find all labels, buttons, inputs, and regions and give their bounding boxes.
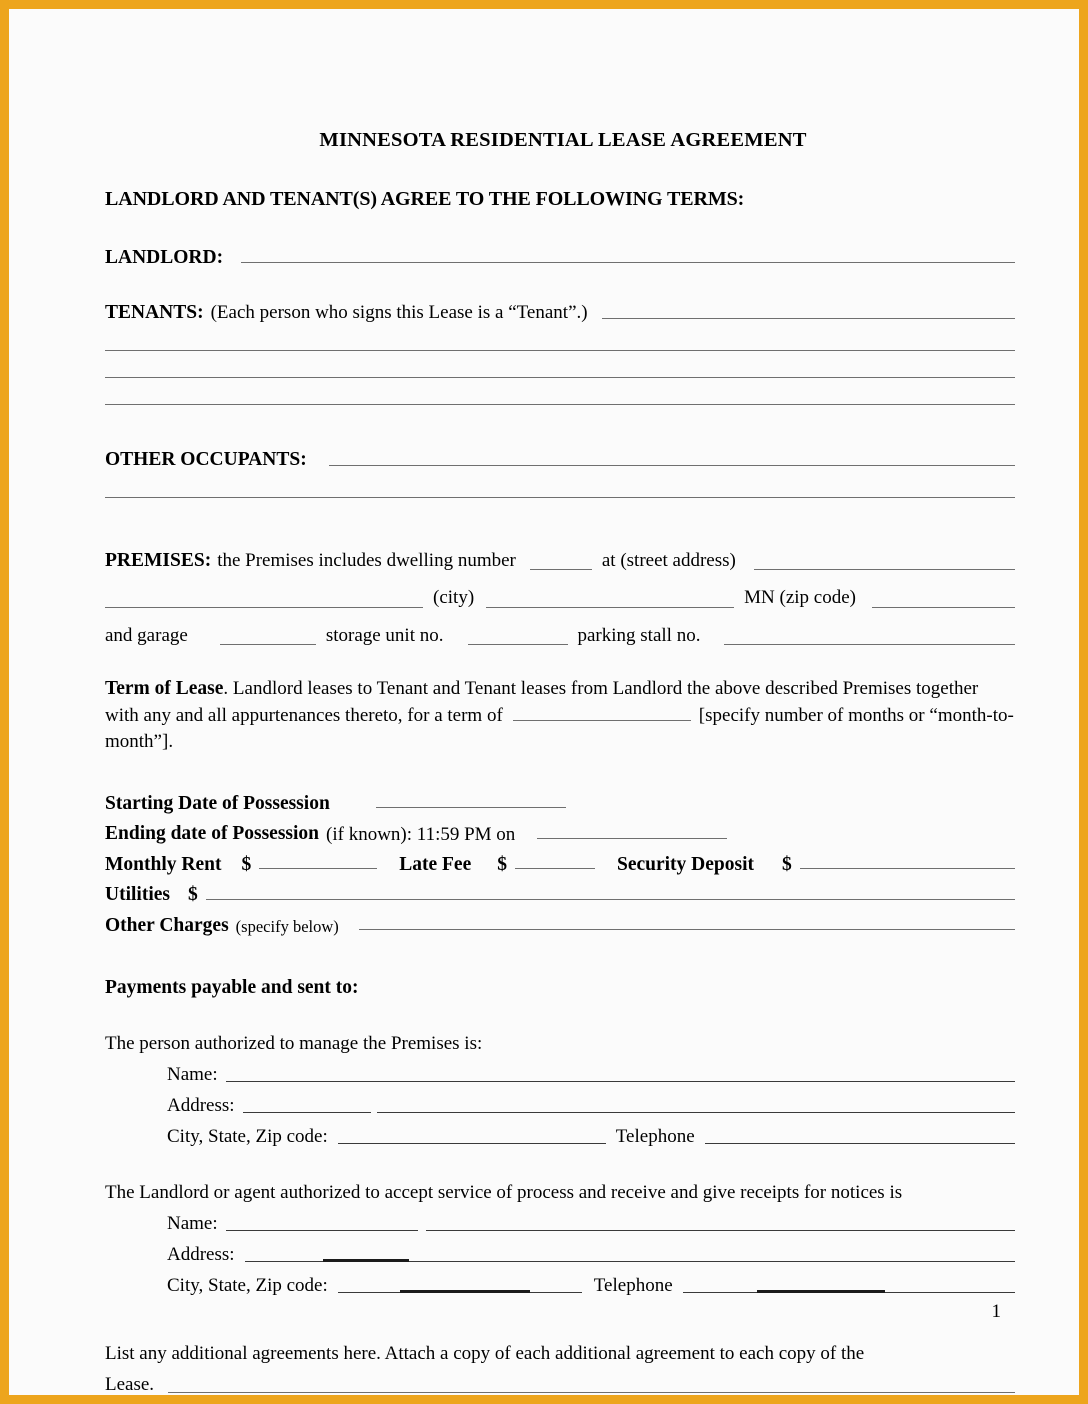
paper-sheet (9, 9, 1079, 1395)
late-fee-currency: $ (497, 853, 507, 875)
manager-telephone-label: Telephone (615, 1126, 695, 1148)
agent-telephone-input-2[interactable] (757, 1290, 885, 1293)
other-charges-row (105, 916, 1015, 936)
ending-date-row (105, 824, 1015, 844)
garage-input[interactable] (220, 644, 316, 645)
manager-city-row (167, 1126, 1015, 1148)
additional-agreements-text-tail: Lease. (105, 1373, 155, 1395)
city-label: (city) (433, 587, 475, 609)
tenants-row (105, 302, 1015, 324)
other-charges-note: (specify below) (235, 916, 339, 936)
premises-row-2 (105, 584, 1015, 613)
tenants-input-line-4[interactable] (105, 404, 1015, 405)
monthly-rent-input[interactable] (259, 868, 377, 869)
agent-city-input-3[interactable] (530, 1292, 582, 1293)
agent-city-input-1[interactable] (338, 1292, 400, 1293)
premises-block (105, 546, 1015, 650)
additional-agreements-block (105, 1341, 1015, 1404)
agent-telephone-label: Telephone (593, 1275, 673, 1297)
agent-name-row (167, 1213, 1015, 1235)
tenants-input-line-2[interactable] (105, 350, 1015, 351)
agent-address-label: Address: (167, 1244, 235, 1266)
ending-date-label: Ending date of Possession (105, 823, 320, 845)
other-occupants-input-line-2[interactable] (105, 497, 1015, 498)
additional-agreements-input-1[interactable] (168, 1392, 1015, 1393)
agent-address-input-2[interactable] (323, 1259, 409, 1262)
term-of-lease-block (105, 676, 1015, 755)
storage-unit-label: storage unit no. (325, 624, 444, 646)
page-number: 1 (991, 1301, 1001, 1322)
garage-label: and garage (105, 624, 188, 646)
monthly-rent-currency: $ (241, 853, 252, 875)
additional-agreements-text: List any additional agreements here. Attach a copy of each additional agreement to each copy of the (105, 1343, 865, 1365)
manager-name-input[interactable] (226, 1081, 1015, 1082)
city-input[interactable] (486, 607, 734, 608)
agent-address-input-3[interactable] (409, 1261, 605, 1262)
manager-city-input-1[interactable] (338, 1143, 524, 1144)
parking-stall-input[interactable] (724, 644, 1015, 645)
other-occupants-label: OTHER OCCUPANTS: (105, 449, 307, 470)
rent-row (105, 855, 1015, 875)
ending-date-note: (if known): 11:59 PM on (326, 823, 516, 845)
manager-name-label: Name: (167, 1064, 218, 1086)
utilities-currency: $ (187, 884, 198, 906)
agent-address-row (167, 1244, 1015, 1266)
security-deposit-label: Security Deposit (616, 853, 755, 875)
street-address-label: at (street address) (601, 549, 736, 571)
street-address-input[interactable] (754, 569, 1015, 570)
starting-date-input[interactable] (376, 807, 566, 808)
manager-telephone-input[interactable] (705, 1143, 1015, 1144)
utilities-label: Utilities (105, 884, 170, 906)
agent-address-input-4[interactable] (605, 1261, 1015, 1262)
manager-intro: The person authorized to manage the Premises is: (105, 1033, 483, 1055)
agent-name-input-2[interactable] (426, 1230, 1015, 1231)
additional-agreements-row (105, 1372, 1015, 1399)
other-occupants-input-line-1[interactable] (329, 465, 1015, 466)
agent-city-label: City, State, Zip code: (167, 1275, 328, 1297)
landlord-label: LANDLORD: (105, 247, 224, 268)
manager-address-row (167, 1095, 1015, 1117)
late-fee-label: Late Fee (399, 853, 472, 875)
other-occupants-row (105, 449, 1015, 471)
manager-address-input-1[interactable] (243, 1112, 371, 1113)
agent-intro: The Landlord or agent authorized to accept service of process and receive and give receipts for notices is (105, 1182, 903, 1204)
dwelling-number-input[interactable] (530, 569, 592, 570)
agent-city-row (167, 1275, 1015, 1297)
tenants-input-line-1[interactable] (602, 318, 1015, 319)
term-length-input[interactable] (513, 703, 691, 721)
utilities-row (105, 885, 1015, 905)
tenants-input-line-3[interactable] (105, 377, 1015, 378)
other-occupants-block (105, 449, 1015, 498)
agent-address-input-1[interactable] (245, 1261, 323, 1262)
terms-heading: LANDLORD AND TENANT(S) AGREE TO THE FOLLOWING TERMS: (105, 188, 745, 210)
landlord-input-line[interactable] (241, 262, 1015, 263)
agent-fields (105, 1213, 1015, 1297)
state-zip-label: MN (zip code) (744, 587, 857, 609)
premises-row-1 (105, 546, 1015, 575)
utilities-input[interactable] (206, 899, 1015, 900)
storage-unit-input[interactable] (468, 644, 568, 645)
term-of-lease-label: Term of Lease (105, 678, 224, 700)
ending-date-input[interactable] (537, 838, 727, 839)
starting-date-label: Starting Date of Possession (105, 792, 330, 814)
manager-name-row (167, 1064, 1015, 1086)
agent-telephone-input-3[interactable] (885, 1292, 1015, 1293)
agent-name-label: Name: (167, 1213, 218, 1235)
late-fee-input[interactable] (515, 868, 595, 869)
security-deposit-input[interactable] (800, 868, 1015, 869)
agent-name-input-1[interactable] (226, 1230, 418, 1231)
term-of-lease-text: . Landlord leases to Tenant and Tenant leases from Landlord the above described Premises together with any and all appurtenances thereto, for a term of (105, 678, 979, 727)
document-content (105, 129, 1015, 1404)
premises-row-3 (105, 622, 1015, 651)
term-of-lease-text-tail: [specify number of months or “month-to-month”]. (105, 705, 1014, 753)
manager-address-input-2[interactable] (377, 1112, 1015, 1113)
agent-city-input-2[interactable] (400, 1290, 530, 1293)
tenants-note: (Each person who signs this Lease is a “Tenant”.) (210, 302, 588, 323)
zip-code-input[interactable] (872, 607, 1015, 608)
monthly-rent-label: Monthly Rent (105, 853, 222, 875)
starting-date-row (105, 794, 1015, 814)
manager-address-label: Address: (167, 1095, 235, 1117)
other-charges-input[interactable] (359, 929, 1015, 930)
manager-city-input-2[interactable] (524, 1143, 606, 1144)
tenants-label: TENANTS: (105, 302, 204, 323)
security-deposit-currency: $ (782, 853, 792, 875)
page-title: MINNESOTA RESIDENTIAL LEASE AGREEMENT (319, 129, 807, 151)
agent-telephone-input-1[interactable] (683, 1292, 757, 1293)
manager-city-label: City, State, Zip code: (167, 1126, 328, 1148)
dates-and-charges-block (105, 794, 1015, 936)
parking-stall-label: parking stall no. (577, 624, 701, 646)
street-address-input-cont[interactable] (105, 607, 423, 608)
other-charges-label: Other Charges (105, 914, 229, 936)
payments-heading: Payments payable and sent to: (105, 977, 359, 999)
manager-fields (105, 1064, 1015, 1148)
premises-intro-text: the Premises includes dwelling number (217, 549, 516, 571)
premises-label: PREMISES: (105, 550, 212, 571)
landlord-row (105, 247, 1015, 269)
